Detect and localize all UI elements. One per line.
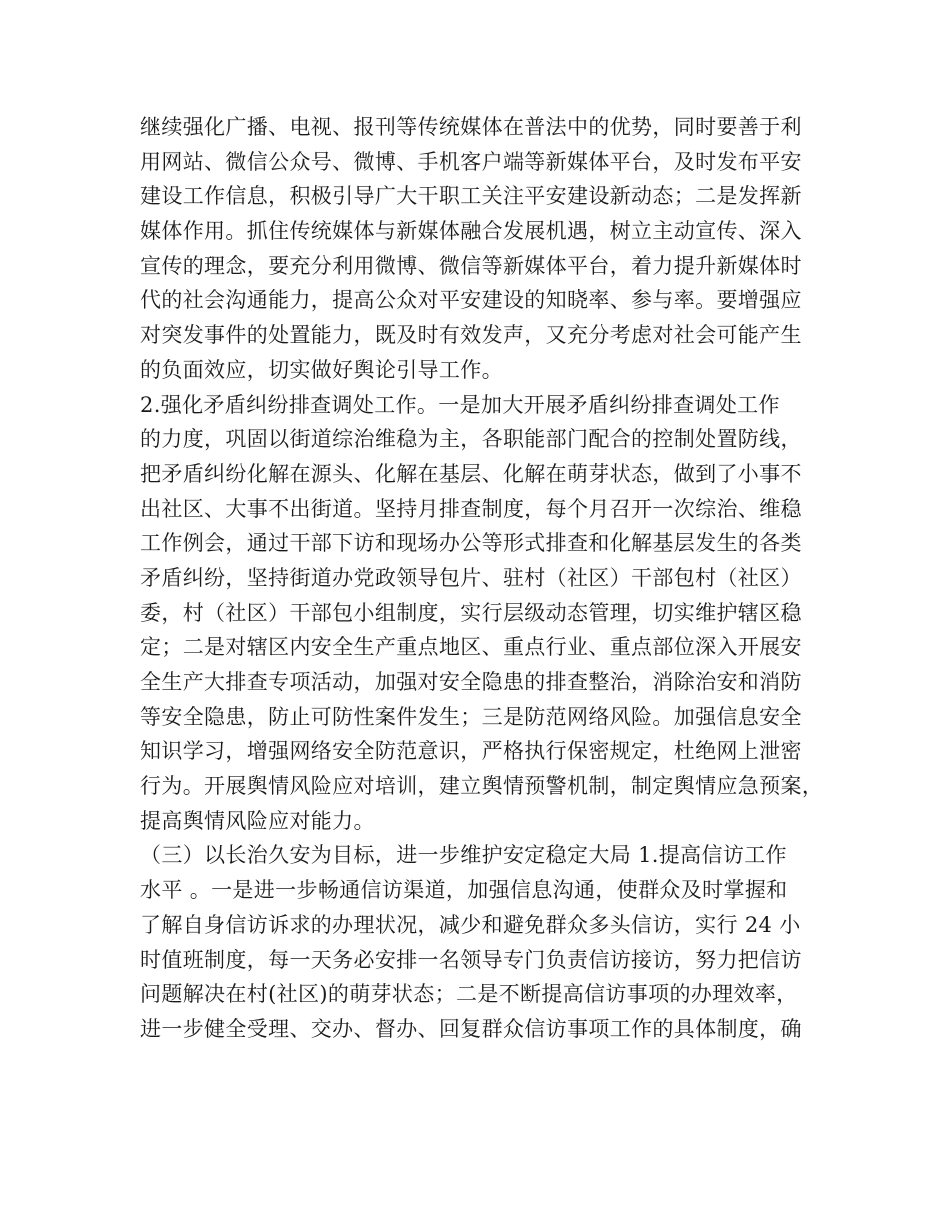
text-line: 行为。开展舆情风险应对培训，建立舆情预警机制，制定舆情应急预案， bbox=[140, 774, 824, 799]
text-line: 把矛盾纠纷化解在源头、化解在基层、化解在萌芽状态，做到了小事不 bbox=[140, 461, 802, 486]
text-line: 全生产大排查专项活动，加强对安全隐患的排查整治，消除治安和消防 bbox=[140, 670, 802, 694]
text-line: 定；二是对辖区内安全生产重点地区、重点行业、重点部位深入开展安 bbox=[140, 635, 802, 660]
text-line: 工作例会，通过干部下访和现场办公等形式排查和化解基层发生的各类 bbox=[140, 531, 802, 556]
text-line: 等安全隐患，防止可防性案件发生；三是防范网络风险。加强信息安全 bbox=[140, 704, 802, 729]
text-line: 委，村（社区）干部包小组制度，实行层级动态管理，切实维护辖区稳 bbox=[140, 600, 802, 625]
text-line: 了解自身信访诉求的办理状况，减少和避免群众多头信访，实行 24 小 bbox=[140, 912, 801, 937]
text-line: 对突发事件的处置能力，既及时有效发声，又充分考虑对社会可能产生 bbox=[140, 323, 802, 348]
text-line: 水平 。一是进一步畅通信访渠道，加强信息沟通，使群众及时掌握和 bbox=[140, 878, 788, 903]
text-line: 用网站、微信公众号、微博、手机客户端等新媒体平台，及时发布平安 bbox=[140, 149, 802, 174]
text-line: 的力度，巩固以街道综治维稳为主，各职能部门配合的控制处置防线， bbox=[140, 427, 802, 452]
text-line: 知识学习，增强网络安全防范意识，严格执行保密规定，杜绝网上泄密 bbox=[140, 739, 802, 764]
text-line: 建设工作信息，积极引导广大干职工关注平安建设新动态；二是发挥新 bbox=[140, 184, 802, 209]
text-line: 的负面效应，切实做好舆论引导工作。 bbox=[140, 357, 503, 382]
text-line: 出社区、大事不出街道。坚持月排查制度，每个月召开一次综治、维稳 bbox=[140, 496, 802, 521]
text-line: 提高舆情风险应对能力。 bbox=[140, 808, 375, 833]
text-line: 进一步健全受理、交办、督办、回复群众信访事项工作的具体制度，确 bbox=[140, 1016, 802, 1041]
text-line: （三）以长治久安为目标，进一步维护安定稳定大局 1.提高信访工作 bbox=[140, 843, 787, 868]
text-line: 问题解决在村(社区)的萌芽状态；二是不断提高信访事项的办理效率， bbox=[140, 982, 798, 1007]
text-line: 2.强化矛盾纠纷排查调处工作。一是加大开展矛盾纠纷排查调处工作 bbox=[140, 392, 780, 417]
text-line: 代的社会沟通能力，提高公众对平安建设的知晓率、参与率。要增强应 bbox=[140, 288, 802, 313]
text-line: 媒体作用。抓住传统媒体与新媒体融合发展机遇，树立主动宣传、深入 bbox=[140, 219, 802, 244]
text-line: 时值班制度，每一天务必安排一名领导专门负责信访接访，努力把信访 bbox=[140, 947, 802, 972]
text-line: 宣传的理念，要充分利用微博、微信等新媒体平台，着力提升新媒体时 bbox=[140, 253, 802, 278]
body-text bbox=[140, 110, 830, 1047]
text-line: 继续强化广播、电视、报刊等传统媒体在普法中的优势，同时要善于利 bbox=[140, 115, 802, 139]
text-line: 矛盾纠纷，坚持街道办党政领导包片、驻村（社区）干部包村（社区） bbox=[140, 565, 802, 590]
